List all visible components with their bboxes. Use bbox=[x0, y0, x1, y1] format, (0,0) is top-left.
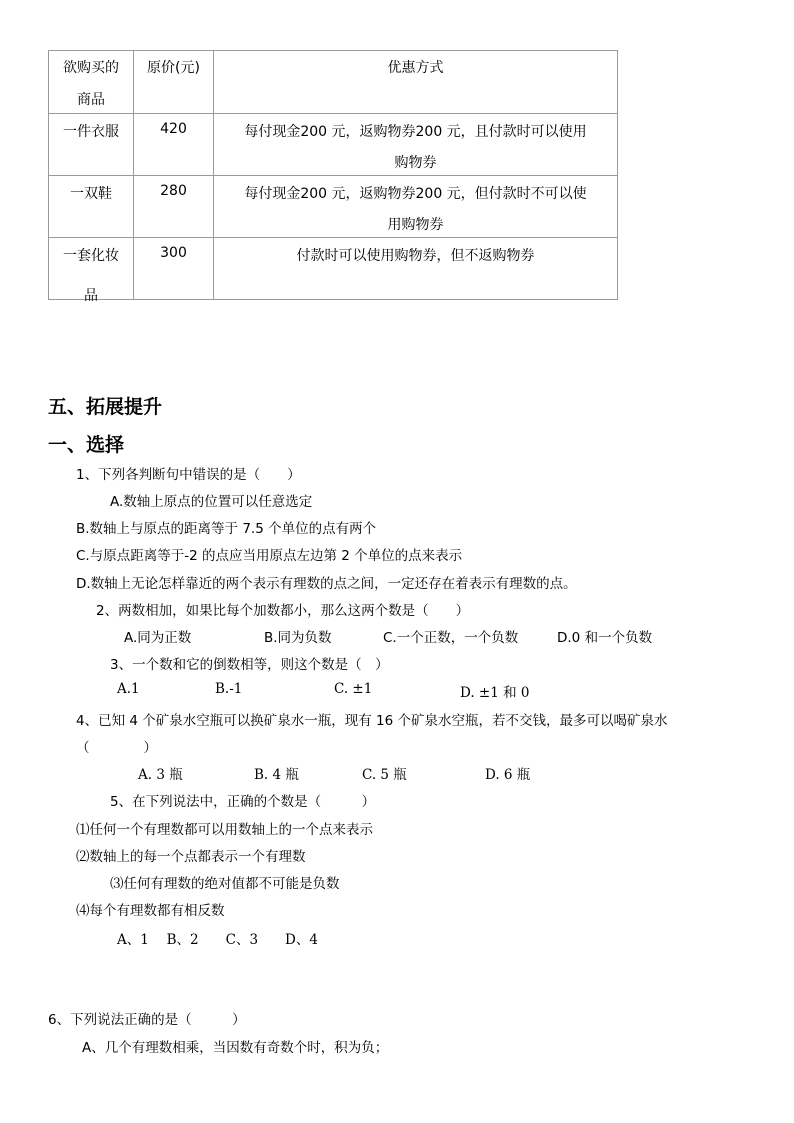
cell-price: 300 bbox=[134, 238, 214, 300]
question-4: 4、已知 4 个矿泉水空瓶可以换矿泉水一瓶，现有 16 个矿泉水空瓶，若不交钱，最多可以喝矿泉水 bbox=[76, 713, 668, 729]
discount-table bbox=[48, 50, 618, 304]
question-2-option-a: A.同为正数 bbox=[124, 630, 192, 646]
question-3-option-b: B.-1 bbox=[215, 681, 243, 697]
question-5-statement-4: ⑷每个有理数都有相反数 bbox=[76, 903, 225, 919]
question-2-option-d: D.0 和一个负数 bbox=[557, 630, 653, 646]
table-row bbox=[49, 176, 618, 238]
question-2: 2、两数相加，如果比每个加数都小，那么这两个数是（ ） bbox=[96, 603, 470, 619]
cell-discount: 每付现金200 元，返购物券200 元，但付款时不可以使 用购物券 bbox=[214, 176, 618, 238]
header-item: 欲购买的 商品 bbox=[49, 51, 134, 114]
section-title-five: 五、拓展提升 bbox=[48, 396, 163, 418]
question-4-option-b: B. 4 瓶 bbox=[254, 767, 299, 783]
question-5-statement-3: ⑶任何有理数的绝对值都不可能是负数 bbox=[110, 876, 340, 892]
cell-item: 一套化妆 品 bbox=[49, 238, 134, 300]
header-discount: 优惠方式 bbox=[214, 51, 618, 114]
table-header-row bbox=[49, 51, 618, 114]
question-6-option-a: A、几个有理数相乘，当因数有奇数个时，积为负； bbox=[82, 1040, 389, 1056]
cell-discount: 每付现金200 元，返购物券200 元，且付款时可以使用 购物券 bbox=[214, 114, 618, 176]
cell-item: 一件衣服 bbox=[49, 114, 134, 176]
question-4-option-d: D. 6 瓶 bbox=[485, 767, 531, 783]
question-4-option-a: A. 3 瓶 bbox=[138, 767, 183, 783]
question-1-option-b: B.数轴上与原点的距离等于 7.5 个单位的点有两个 bbox=[76, 521, 377, 537]
question-5: 5、在下列说法中，正确的个数是（ ） bbox=[110, 794, 376, 810]
question-5-options: A、1 B、2 C、3 D、4 bbox=[117, 932, 318, 948]
question-2-option-c: C.一个正数，一个负数 bbox=[383, 630, 519, 646]
question-4-option-c: C. 5 瓶 bbox=[362, 767, 407, 783]
question-1-option-a: A.数轴上原点的位置可以任意选定 bbox=[110, 494, 313, 510]
question-4-answer-blank: （ ） bbox=[76, 740, 157, 756]
question-1-option-d: D.数轴上无论怎样靠近的两个表示有理数的点之间，一定还存在着表示有理数的点。 bbox=[76, 576, 577, 592]
question-3-option-c: C. ±1 bbox=[334, 681, 373, 697]
cell-price: 280 bbox=[134, 176, 214, 238]
question-1-option-c: C.与原点距离等于-2 的点应当用原点左边第 2 个单位的点来表示 bbox=[76, 548, 463, 564]
cell-discount: 付款时可以使用购物券，但不返购物券 bbox=[214, 238, 618, 300]
question-1: 1、下列各判断句中错误的是（ ） bbox=[76, 467, 301, 483]
header-price: 原价(元) bbox=[134, 51, 214, 114]
question-5-statement-2: ⑵数轴上的每一个点都表示一个有理数 bbox=[76, 849, 306, 865]
section-title-one: 一、选择 bbox=[48, 434, 125, 456]
question-3: 3、一个数和它的倒数相等，则这个数是（ ） bbox=[110, 657, 389, 673]
table-row bbox=[49, 114, 618, 176]
question-3-option-d: D. ±1 和 0 bbox=[460, 685, 530, 701]
question-2-option-b: B.同为负数 bbox=[264, 630, 332, 646]
table-row bbox=[49, 238, 618, 300]
cell-item: 一双鞋 bbox=[49, 176, 134, 238]
cell-price: 420 bbox=[134, 114, 214, 176]
question-5-statement-1: ⑴任何一个有理数都可以用数轴上的一个点来表示 bbox=[76, 822, 373, 838]
question-6: 6、下列说法正确的是（ ） bbox=[48, 1012, 246, 1028]
question-3-option-a: A.1 bbox=[117, 681, 140, 697]
